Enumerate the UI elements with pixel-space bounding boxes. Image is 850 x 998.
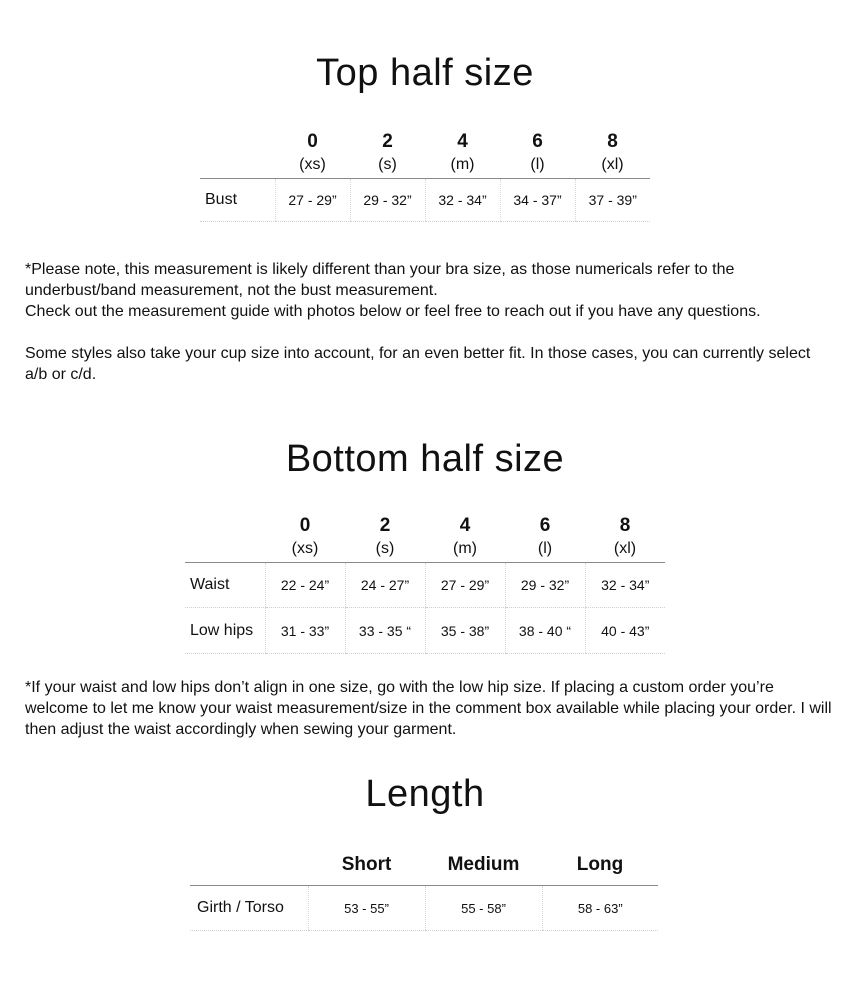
cup-size-note: Some styles also take your cup size into account, for an even better fit. In those cases, you can currently select a/b or c/d. <box>25 345 811 383</box>
size-label: (l) <box>530 156 545 173</box>
waist-hips-note: *If your waist and low hips don’t align in one size, go with the low hip size. If placing a custom order you’re welcome to let me know your waist measurement/size in the comment box available while placing your order. I will then adjust the waist accordingly when sewing your garment. <box>25 679 832 738</box>
table-row-girth-torso <box>190 886 658 931</box>
length-table <box>190 853 658 931</box>
size-header-row <box>185 514 665 563</box>
header-spacer <box>185 514 265 563</box>
size-0-header <box>265 514 345 563</box>
bottom-size-note <box>25 677 835 740</box>
row-label: Waist <box>185 563 265 608</box>
table-row-bust <box>200 179 650 222</box>
size-4-header <box>425 130 500 179</box>
size-label: (s) <box>378 156 397 173</box>
size-0-header <box>275 130 350 179</box>
measurement-cell: 29 - 32” <box>350 179 425 222</box>
measurement-cell: 27 - 29” <box>425 563 505 608</box>
measurement-cell: 29 - 32” <box>505 563 585 608</box>
size-number: 8 <box>607 131 618 152</box>
measurement-cell: 34 - 37” <box>500 179 575 222</box>
top-half-size-table <box>200 130 650 222</box>
size-number: 0 <box>299 515 311 536</box>
measurement-cell: 22 - 24” <box>265 563 345 608</box>
size-label: (xl) <box>601 156 624 173</box>
bottom-half-title: Bottom half size <box>285 438 565 480</box>
size-number: 4 <box>459 515 471 536</box>
size-2-header <box>350 130 425 179</box>
measurement-guide-note: Check out the measurement guide with photos below or feel free to reach out if you have any questions. <box>25 303 761 320</box>
size-2-header <box>345 514 425 563</box>
table-row-low-hips <box>185 608 665 654</box>
bottom-half-size-table <box>185 514 665 654</box>
measurement-cell: 31 - 33” <box>265 608 345 654</box>
measurement-cell: 53 - 55” <box>308 886 425 931</box>
size-label: (l) <box>537 540 553 557</box>
size-number: 4 <box>457 131 468 152</box>
top-size-note <box>25 259 835 385</box>
header-spacer <box>200 130 275 179</box>
size-label: (xs) <box>299 156 326 173</box>
length-long-header: Long <box>542 853 658 886</box>
measurement-cell: 24 - 27” <box>345 563 425 608</box>
length-short-header: Short <box>308 853 425 886</box>
size-number: 2 <box>379 515 391 536</box>
size-8-header <box>575 130 650 179</box>
measurement-cell: 40 - 43” <box>585 608 665 654</box>
measurement-cell: 35 - 38” <box>425 608 505 654</box>
row-label: Bust <box>200 179 275 222</box>
measurement-cell: 58 - 63” <box>542 886 658 931</box>
size-8-header <box>585 514 665 563</box>
measurement-cell: 37 - 39” <box>575 179 650 222</box>
size-label: (m) <box>453 540 477 557</box>
size-number: 2 <box>382 131 393 152</box>
table-row-waist <box>185 563 665 608</box>
size-number: 0 <box>307 131 318 152</box>
measurement-cell: 33 - 35 “ <box>345 608 425 654</box>
length-title: Length <box>365 773 485 815</box>
size-label: (m) <box>450 156 475 173</box>
measurement-cell: 32 - 34” <box>585 563 665 608</box>
length-medium-header: Medium <box>425 853 542 886</box>
top-half-title: Top half size <box>316 52 534 94</box>
bra-size-note: *Please note, this measurement is likely different than your bra size, as those numericals refer to the underbust/band measurement, not the bust measurement. <box>25 261 735 299</box>
size-header-row <box>200 130 650 179</box>
size-4-header <box>425 514 505 563</box>
row-label: Girth / Torso <box>190 886 308 931</box>
size-number: 6 <box>532 131 543 152</box>
length-header-row <box>190 853 658 886</box>
measurement-cell: 32 - 34” <box>425 179 500 222</box>
measurement-cell: 55 - 58” <box>425 886 542 931</box>
size-6-header <box>500 130 575 179</box>
size-label: (s) <box>375 540 395 557</box>
size-label: (xl) <box>613 540 637 557</box>
measurement-cell: 27 - 29” <box>275 179 350 222</box>
row-label: Low hips <box>185 608 265 654</box>
size-label: (xs) <box>291 540 319 557</box>
size-number: 6 <box>539 515 551 536</box>
measurement-cell: 38 - 40 “ <box>505 608 585 654</box>
header-spacer <box>190 853 308 886</box>
size-number: 8 <box>619 515 631 536</box>
size-6-header <box>505 514 585 563</box>
